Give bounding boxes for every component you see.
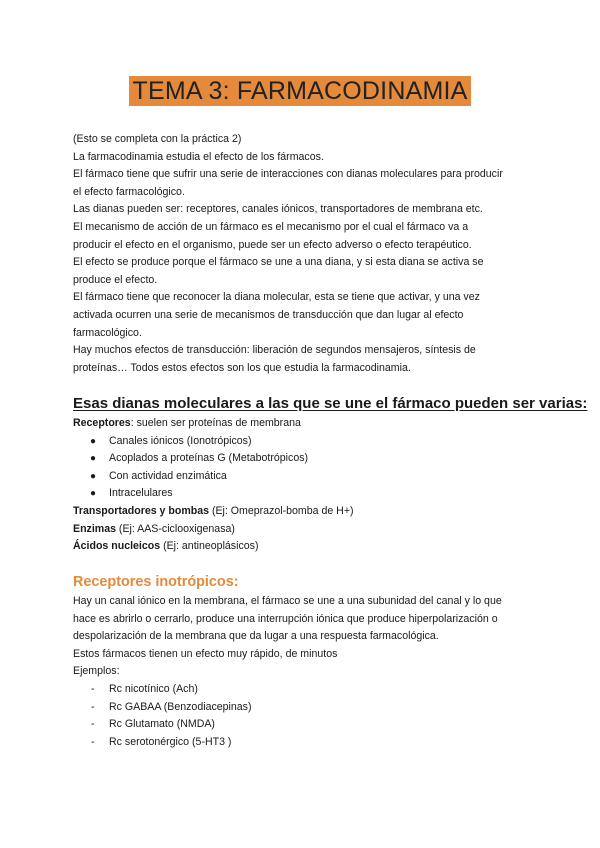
section1-block xyxy=(73,415,543,556)
list-item xyxy=(73,468,543,486)
list-item xyxy=(73,450,543,468)
example-item xyxy=(73,699,543,717)
receptores-text: : suelen ser proteínas de membrana xyxy=(130,417,301,429)
list-item xyxy=(73,485,543,503)
intro-line: El mecanismo de acción de un fármaco es el mecanismo por el cual el fármaco va a xyxy=(73,220,469,233)
acidos-text: (Ej: antineoplásicos) xyxy=(160,540,259,553)
section2-line: Ejemplos: xyxy=(73,665,120,678)
intro-line: el efecto farmacológico. xyxy=(73,185,185,198)
bullet-icon: ● xyxy=(90,435,97,447)
intro-line: La farmacodinamia estudia el efecto de los fármacos. xyxy=(73,150,324,163)
section2-line: hace es abrirlo o cerrarlo, produce una interrupción iónica que produce hiperpolarización o xyxy=(73,612,498,625)
example-text: Rc nicotínico (Ach) xyxy=(109,682,198,695)
list-item xyxy=(73,433,543,451)
example-item xyxy=(73,734,543,752)
intro-line: (Esto se completa con la práctica 2) xyxy=(73,133,242,145)
dash-icon: - xyxy=(91,735,95,748)
acidos-line xyxy=(73,538,543,556)
intro-line: El efecto se produce porque el fármaco se une a una diana, y si esta diana se activa se xyxy=(73,256,484,269)
example-item xyxy=(73,716,543,734)
enzimas-label: Enzimas xyxy=(73,522,116,535)
intro-line: proteínas… Todos estos efectos son los que estudia la farmacodinamia. xyxy=(73,361,411,374)
intro-line: Las dianas pueden ser: receptores, canales iónicos, transportadores de membrana etc. xyxy=(73,203,483,216)
example-text: Rc Glutamato (NMDA) xyxy=(109,718,215,731)
bullet-icon: ● xyxy=(90,488,97,500)
transportadores-text: (Ej: Omeprazol-bomba de H+) xyxy=(209,504,354,517)
bullet-icon: ● xyxy=(90,470,97,482)
section2-line: despolarización de la membrana que da lugar a una respuesta farmacológica. xyxy=(73,630,439,643)
bullet-icon: ● xyxy=(90,453,97,465)
transportadores-line xyxy=(73,503,543,521)
section2-line: Hay un canal iónico en la membrana, el fármaco se une a una subunidad del canal y lo que xyxy=(73,595,502,607)
section2-line: Estos fármacos tienen un efecto muy rápido, de minutos xyxy=(73,647,338,660)
dash-icon: - xyxy=(91,718,95,731)
intro-line: El fármaco tiene que sufrir una serie de interacciones con dianas moleculares para producir xyxy=(73,168,503,181)
example-item xyxy=(73,681,543,699)
dash-icon: - xyxy=(91,700,95,713)
section1-heading: Esas dianas moleculares a las que se une el fármaco pueden ser varias: xyxy=(73,395,588,412)
receptores-label: Receptores xyxy=(73,417,131,429)
intro-line: produce el efecto. xyxy=(73,273,158,286)
dash-icon: - xyxy=(91,682,95,695)
intro-block xyxy=(73,131,543,377)
intro-line: El fármaco tiene que reconocer la diana molecular, esta se tiene que activar, y una vez xyxy=(73,291,480,304)
list-item-text: Intracelulares xyxy=(109,487,173,500)
intro-line: farmacológico. xyxy=(73,326,142,339)
list-item-text: Acoplados a proteínas G (Metabotrópicos) xyxy=(109,452,309,465)
list-item-text: Canales iónicos (Ionotrópicos) xyxy=(109,434,252,447)
intro-line: activada ocurren una serie de mecanismos de transducción que dan lugar al efecto xyxy=(73,308,464,321)
example-text: Rc GABAA (Benzodiacepinas) xyxy=(109,700,252,713)
example-text: Rc serotonérgico (5-HT3 ) xyxy=(109,735,232,748)
list-item-text: Con actividad enzimática xyxy=(109,469,227,482)
page-title: TEMA 3: FARMACODINAMIA xyxy=(129,76,470,106)
receptores-line xyxy=(73,415,543,433)
section2-heading: Receptores inotrópicos: xyxy=(73,574,239,590)
intro-line: Hay muchos efectos de transducción: liberación de segundos mensajeros, síntesis de xyxy=(73,344,476,357)
intro-line: producir el efecto en el organismo, puede ser un efecto adverso o efecto terapéutico. xyxy=(73,238,472,251)
title-container xyxy=(0,76,600,106)
enzimas-line xyxy=(73,521,543,539)
enzimas-text: (Ej: AAS-ciclooxigenasa) xyxy=(115,522,235,535)
section2-block xyxy=(73,593,543,751)
acidos-label: Ácidos nucleicos xyxy=(73,540,161,553)
transportadores-label: Transportadores y bombas xyxy=(73,504,209,517)
